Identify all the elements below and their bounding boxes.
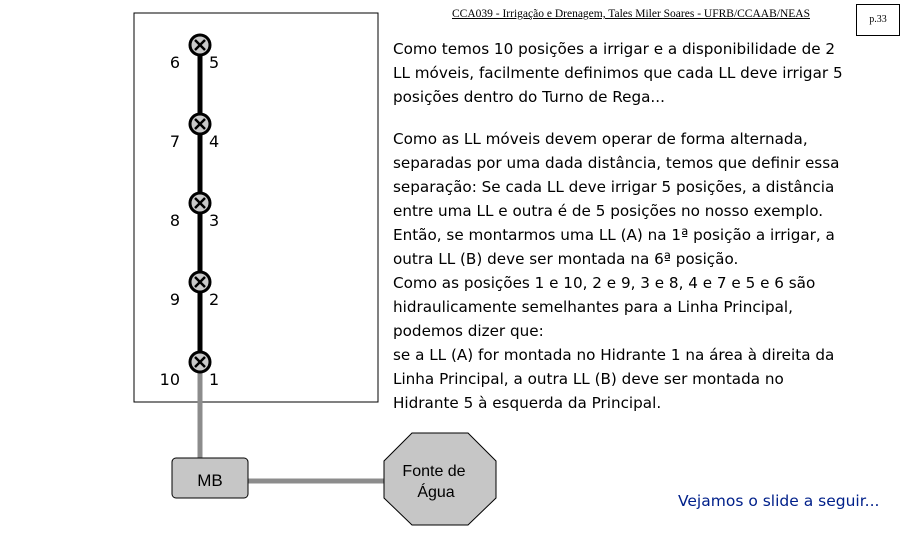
text-line: Hidrante 5 à esquerda da Principal. bbox=[393, 394, 662, 412]
text-line: separação: Se cada LL deve irrigar 5 posições, a distância bbox=[393, 178, 835, 196]
position-label-right: 3 bbox=[209, 211, 220, 230]
hydrant-valve-icon bbox=[190, 272, 210, 292]
position-label-left: 10 bbox=[159, 370, 180, 389]
text-line: podemos dizer que: bbox=[393, 322, 544, 340]
position-label-right: 5 bbox=[209, 53, 220, 72]
text-line: hidraulicamente semelhantes para a Linha Principal, bbox=[393, 298, 793, 316]
text-line: Então, se montarmos uma LL (A) na 1ª posição a irrigar, a bbox=[393, 226, 835, 244]
hydrant-valve-icon bbox=[190, 35, 210, 55]
text-line: LL móveis, facilmente definimos que cada LL deve irrigar 5 bbox=[393, 64, 843, 82]
hydrant-valve-icon bbox=[190, 352, 210, 372]
hydrant-valve-icon bbox=[190, 114, 210, 134]
position-label-left: 9 bbox=[169, 290, 180, 309]
position-label-left: 8 bbox=[169, 211, 180, 230]
water-source-label-line2: Água bbox=[417, 484, 455, 501]
text-line: Como as posições 1 e 10, 2 e 9, 3 e 8, 4 e 7 e 5 e 6 são bbox=[393, 274, 816, 292]
hydrant-valve-icon bbox=[190, 193, 210, 213]
paragraph-explanation bbox=[393, 127, 883, 415]
text-line: se a LL (A) for montada no Hidrante 1 na área à direita da bbox=[393, 346, 835, 364]
position-label-right: 1 bbox=[209, 370, 220, 389]
position-label-right: 2 bbox=[209, 290, 220, 309]
page-number: p.33 bbox=[869, 14, 887, 25]
text-line: entre uma LL e outra é de 5 posições no nosso exemplo. bbox=[393, 202, 824, 220]
text-line: posições dentro do Turno de Rega... bbox=[393, 88, 665, 106]
course-header: CCA039 - Irrigação e Drenagem, Tales Miler Soares - UFRB/CCAAB/NEAS bbox=[452, 8, 810, 20]
next-slide-note: Vejamos o slide a seguir... bbox=[678, 492, 880, 510]
position-label-left: 6 bbox=[169, 53, 180, 72]
water-source-label-line1: Fonte de bbox=[402, 463, 466, 480]
pump-label: MB bbox=[197, 471, 223, 490]
position-label-left: 7 bbox=[169, 132, 180, 151]
position-label-right: 4 bbox=[209, 132, 220, 151]
text-line: Como as LL móveis devem operar de forma alternada, bbox=[393, 130, 808, 148]
paragraph-allocation bbox=[393, 37, 883, 109]
text-line: outra LL (B) deve ser montada na 6ª posição. bbox=[393, 250, 739, 268]
text-line: separadas por uma dada distância, temos que definir essa bbox=[393, 154, 840, 172]
text-line: Linha Principal, a outra LL (B) deve ser montada no bbox=[393, 370, 784, 388]
text-line: Como temos 10 posições a irrigar e a disponibilidade de 2 bbox=[393, 40, 836, 58]
